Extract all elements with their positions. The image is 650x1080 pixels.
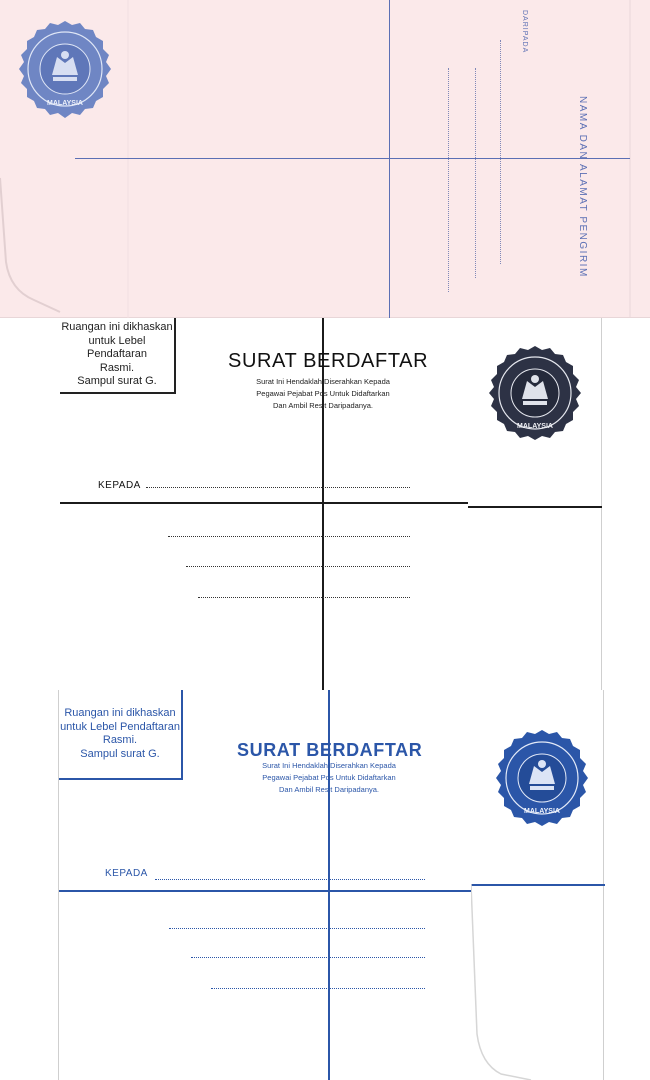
stamp-country-text: MALAYSIA — [517, 423, 553, 430]
envelope-instructions: Surat Ini Hendaklah Diserahkan Kepada Pegawai Pejabat Pos Untuk Didaftarkan Dan Ambil Resit Daripadanya. — [256, 377, 390, 410]
sender-address-line — [448, 68, 449, 292]
recipient-address-line — [168, 536, 410, 537]
registered-cross-horizontal-bar — [59, 890, 471, 892]
recipient-address-line — [146, 487, 410, 488]
envelope-front-blue — [58, 690, 604, 1080]
envelope-flap-outline — [471, 884, 605, 1080]
recipient-address-line — [169, 928, 425, 929]
recipient-address-line — [198, 597, 410, 598]
envelope-back — [0, 0, 650, 318]
sender-address-line — [475, 68, 476, 278]
malaysia-postage-seal-icon — [491, 728, 593, 828]
horizontal-guide-line — [75, 158, 630, 159]
envelope-front-black — [60, 318, 602, 690]
registered-cross-vertical-bar — [322, 318, 324, 690]
registered-cross-horizontal-bar — [60, 502, 468, 504]
recipient-address-line — [155, 879, 425, 880]
sender-address-line — [500, 40, 501, 264]
recipient-label: KEPADA — [98, 480, 141, 491]
vertical-guide-line — [389, 0, 390, 318]
malaysia-postage-seal-icon — [484, 344, 586, 442]
registration-label-box: Ruangan ini dikhaskan untuk Lebel Pendaftaran Rasmi. Sampul surat G. — [59, 690, 183, 780]
recipient-address-line — [186, 566, 410, 567]
recipient-address-line — [211, 988, 425, 989]
envelope-title: SURAT BERDAFTAR — [228, 350, 429, 372]
recipient-address-line — [191, 957, 425, 958]
sender-prompt-label: DARIPADA — [521, 10, 528, 54]
stamp-country-text: MALAYSIA — [524, 808, 560, 815]
malaysia-postage-seal-icon — [12, 19, 118, 121]
envelope-instructions: Surat Ini Hendaklah Diserahkan Kepada Pegawai Pejabat Pos Untuk Didaftarkan Dan Ambil Resit Daripadanya. — [262, 761, 396, 794]
registered-cross-horizontal-bar-right — [468, 506, 602, 508]
recipient-label: KEPADA — [105, 868, 148, 879]
stamp-country-text: MALAYSIA — [47, 100, 83, 107]
envelope-title: SURAT BERDAFTAR — [237, 740, 423, 760]
sender-caption-label: NAMA DAN ALAMAT PENGIRIM — [577, 96, 588, 278]
registration-label-box: Ruangan ini dikhaskan untuk Lebel Pendaftaran Rasmi. Sampul surat G. — [60, 318, 176, 394]
